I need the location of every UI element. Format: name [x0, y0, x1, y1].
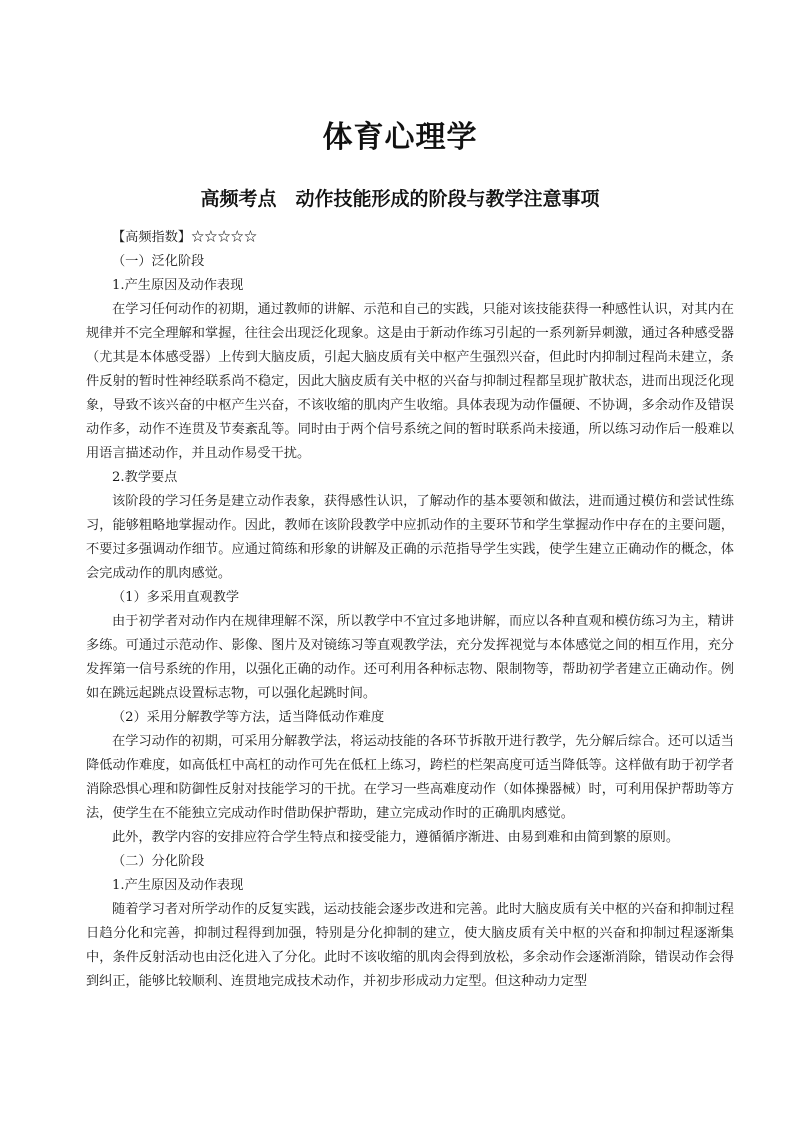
paragraph-differentiation: 随着学习者对所学动作的反复实践，运动技能会逐步改进和完善。此时大脑皮质有关中枢的兴奋和抑制过程日趋分化和完善，抑制过程得到加强，特别是分化抑制的建立，使大脑皮质有关中枢的兴奋和抑制过程逐渐集中，条件反射活动也由泛化进入了分化。此时不该收缩的肌肉会得到放松，多余动作会逐渐消除，错误动作会得到纠正，能够比较顺利、连贯地完成技术动作，并初步形成动力定型。但这种动力定型 — [86, 902, 734, 989]
subheading-teaching-points: 2.教学要点 — [112, 470, 178, 485]
subheading-causes-2: 1.产生原因及动作表现 — [112, 878, 244, 893]
paragraph-additional: 此外，教学内容的安排应符合学生特点和接受能力，遵循循序渐进、由易到难和由简到繁的原则。 — [112, 830, 680, 845]
subheading-decomposition: （2）采用分解教学等方法，适当降低动作难度 — [112, 710, 385, 725]
page-title: 体育心理学 — [322, 120, 478, 155]
paragraph-causes: 在学习任何动作的初期，通过教师的讲解、示范和自己的实践，只能对该技能获得一种感性认识，对其内在规律并不完全理解和掌握，往往会出现泛化现象。这是由于新动作练习引起的一系列新异刺激，通过各种感受器（尤其是本体感受器）上传到大脑皮质，引起大脑皮质有关中枢产生强烈兴奋，但此时内抑制过程尚未建立，条件反射的暂时性神经联系尚不稳定，因此大脑皮质有关中枢的兴奋与抑制过程都呈现扩散状态，进而出现泛化现象，导致不该兴奋的中枢产生兴奋，不该收缩的肌肉产生收缩。具体表现为动作僵硬、不协调，多余动作及错误动作多，动作不连贯及节奏紊乱等。同时由于两个信号系统之间的暂时联系尚未接通，所以练习动作后一般难以用语言描述动作，并且动作易受干扰。 — [86, 302, 734, 461]
section-heading-differentiation: （二）分化阶段 — [112, 854, 205, 869]
section-heading-generalization: （一）泛化阶段 — [112, 254, 205, 269]
paragraph-teaching-points: 该阶段的学习任务是建立动作表象，获得感性认识，了解动作的基本要领和做法，进而通过模仿和尝试性练习，能够粗略地掌握动作。因此，教师在该阶段教学中应抓动作的主要环节和学生掌握动作中存在的主要问题，不要过多强调动作细节。应通过简练和形象的讲解及正确的示范指导学生实践，使学生建立正确动作的概念，体会完成动作的肌肉感觉。 — [86, 494, 734, 581]
frequency-index: 【高频指数】☆☆☆☆☆ — [112, 230, 258, 245]
paragraph-visual-teaching: 由于初学者对动作内在规律理解不深，所以教学中不宜过多地讲解，而应以各种直观和模仿练习为主，精讲多练。可通过示范动作、影像、图片及对镜练习等直观教学法，充分发挥视觉与本体感觉之间的相互作用，充分发挥第一信号系统的作用，以强化正确的动作。还可利用各种标志物、限制物等，帮助初学者建立正确动作。例如在跳远起跳点设置标志物，可以强化起跳时间。 — [86, 614, 734, 701]
subheading-causes: 1.产生原因及动作表现 — [112, 278, 244, 293]
document-body — [86, 226, 734, 994]
subheading-visual-teaching: （1）多采用直观教学 — [112, 590, 240, 605]
paragraph-decomposition: 在学习动作的初期，可采用分解教学法，将运动技能的各环节拆散开进行教学，先分解后综合。还可以适当降低动作难度，如高低杠中高杠的动作可先在低杠上练习，跨栏的栏架高度可适当降低等。这样做有助于初学者消除恐惧心理和防御性反射对技能学习的干扰。在学习一些高难度动作（如体操器械）时，可利用保护帮助等方法，使学生在不能独立完成动作时借助保护帮助，建立完成动作时的正确肌肉感觉。 — [86, 734, 734, 821]
section-subtitle: 高频考点 动作技能形成的阶段与教学注意事项 — [200, 188, 600, 210]
